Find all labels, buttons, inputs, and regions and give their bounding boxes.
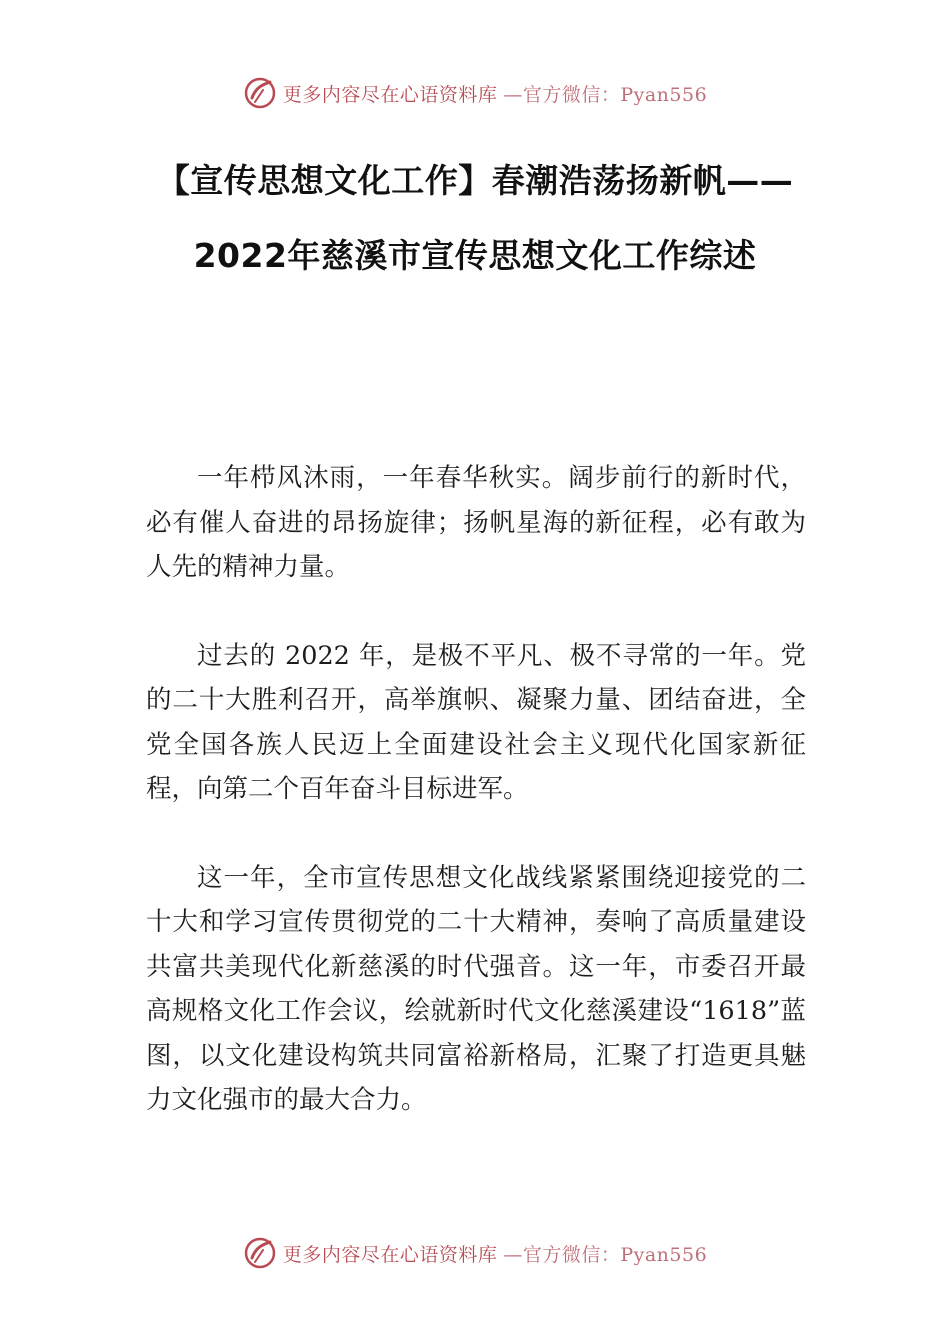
document-title-line-2: 2022年慈溪市宣传思想文化工作综述 xyxy=(193,236,757,275)
watermark-text: 更多内容尽在心语资料库 xyxy=(282,1243,498,1266)
watermark-logo-icon xyxy=(243,76,277,110)
document-body xyxy=(146,456,806,1167)
header-watermark xyxy=(0,76,950,110)
document-title-line-1: 【宣传思想文化工作】春潮浩荡扬新帆—— xyxy=(156,161,794,200)
watermark-contact: —官方微信：Pyan556 xyxy=(503,83,708,106)
paragraph-1: 一年栉风沐雨，一年春华秋实。阔步前行的新时代，必有催人奋进的昂扬旋律；扬帆星海的新征程，必有敢为人先的精神力量。 xyxy=(146,463,806,582)
watermark-logo-icon xyxy=(243,1236,277,1270)
paragraph-3: 这一年，全市宣传思想文化战线紧紧围绕迎接党的二十大和学习宣传贯彻党的二十大精神，奏响了高质量建设共富共美现代化新慈溪的时代强音。这一年，市委召开最高规格文化工作会议，绘就新时代文化慈溪建设“1618”蓝图，以文化建设构筑共同富裕新格局，汇聚了打造更具魅力文化强市的最大合力。 xyxy=(146,862,806,1115)
footer-watermark xyxy=(0,1236,950,1270)
watermark-text: 更多内容尽在心语资料库 xyxy=(282,83,498,106)
paragraph-2: 过去的 2022 年，是极不平凡、极不寻常的一年。党的二十大胜利召开，高举旗帜、凝聚力量、团结奋进，全党全国各族人民迈上全面建设社会主义现代化国家新征程，向第二个百年奋斗目标进军。 xyxy=(146,640,806,804)
watermark-contact: —官方微信：Pyan556 xyxy=(503,1243,708,1266)
